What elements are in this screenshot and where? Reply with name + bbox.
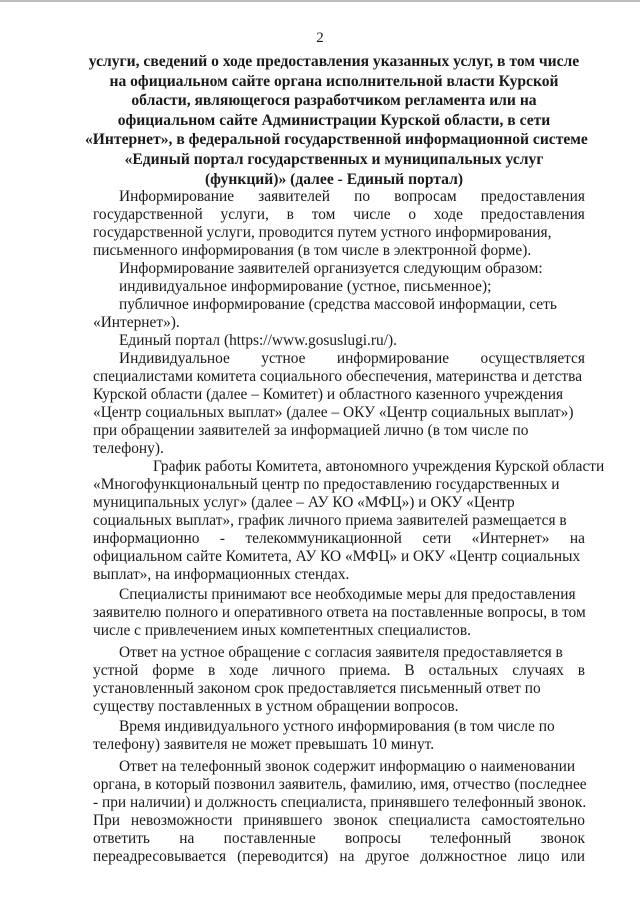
word: ответить	[93, 830, 150, 847]
word: государственной	[93, 206, 203, 223]
text-line: Единый портал (https://www.gosuslugi.ru/).	[119, 332, 397, 349]
text-line: телефону) заявителя не может превышать 10 минут.	[93, 736, 435, 753]
word: телекоммуникационной	[245, 530, 402, 547]
word: должностное	[420, 848, 507, 865]
text-line	[93, 530, 585, 548]
text-line	[119, 350, 585, 368]
text-line: органа, в который позвонил заявитель, фамилию, имя, отчество (последнее	[93, 776, 587, 793]
text-line: - при наличии) и должность специалиста, принявшего телефонный звонок.	[93, 794, 587, 811]
word: вопросы	[344, 830, 402, 847]
text-line: «Интернет»).	[93, 314, 180, 331]
text-line: при обращении заявителей за информацией лично (в том числе по	[93, 422, 529, 439]
word: в	[207, 662, 216, 679]
word: самостоятельно	[481, 812, 585, 829]
heading-line: услуги, сведений о ходе предоставления указанных услуг, в том числе	[88, 53, 580, 70]
page-number: 2	[316, 30, 324, 46]
word: -	[219, 530, 225, 547]
word: приема.	[339, 662, 391, 679]
word: заявителей	[258, 188, 330, 205]
text-line: муниципальных услуг» (далее – АУ КО «МФЦ») и ОКУ «Центр	[93, 494, 515, 511]
text-line	[93, 830, 585, 848]
text-line: заявителю полного и оперативного ответа на поставленные вопросы, в том	[93, 604, 586, 621]
word: При	[93, 812, 121, 829]
word: сети	[422, 530, 452, 547]
text-line: Курской области (далее – Комитет) и областного казенного учреждения	[93, 386, 564, 403]
text-line: Специалисты принимают все необходимые меры для предоставления	[119, 586, 576, 603]
word: по	[354, 188, 371, 205]
word: осуществляется	[480, 350, 585, 367]
word: «Интернет»	[471, 530, 550, 547]
text-line: «Центр социальных выплат» (далее – ОКУ «Центр социальных выплат»)	[93, 404, 574, 421]
text-line: Ответ на телефонный звонок содержит информацию о наименовании	[119, 758, 576, 775]
word: ходе	[229, 662, 259, 679]
word: лицо	[517, 848, 550, 865]
heading-line: на официальном сайте органа исполнительной власти Курской	[109, 72, 559, 90]
word: предоставления	[480, 206, 585, 223]
word: на	[339, 848, 355, 865]
word: о	[408, 206, 417, 223]
text-line: письменного информирования (в том числе в электронной форме).	[93, 242, 532, 259]
text-line	[93, 662, 585, 680]
text-line: социальных выплат», график личного приема заявителей размещается в	[93, 512, 567, 529]
word: остальных	[428, 662, 499, 679]
word: услуги,	[220, 206, 269, 223]
heading-line: области, являющегося разработчиком регламента или на	[131, 92, 537, 110]
heading-line: «Единый портал государственных и муниципальных услуг	[124, 150, 544, 168]
text-line: специалистами комитета социального обеспечения, материнства и детства	[93, 368, 583, 385]
text-line: установленный законом срок предоставляется письменный ответ по	[93, 680, 541, 697]
word: в	[577, 662, 585, 679]
text-line: График работы Комитета, автономного учреждения Курской области	[153, 458, 605, 475]
word: поставленные	[223, 830, 316, 847]
word: в	[286, 206, 294, 223]
word: телефонный	[430, 830, 512, 847]
text-line: Время индивидуального устного информирования (в том числе по	[119, 718, 555, 735]
text-line: выплат», на информационных стендах.	[93, 566, 350, 583]
word: ходе	[433, 206, 463, 223]
text-line: индивидуальное информирование (устное, письменное);	[119, 278, 492, 295]
heading-line: «Интернет», в федеральной государственной информационной системе	[85, 131, 588, 149]
word: устное	[261, 350, 306, 367]
word: личного	[272, 662, 326, 679]
word: предоставления	[480, 188, 585, 205]
word: принявшего	[243, 812, 323, 829]
text-line: телефону).	[93, 440, 164, 457]
text-line: Ответ на устное обращение с согласия заявителя предоставляется в	[119, 644, 563, 661]
word: устной	[93, 662, 139, 679]
word: вопросам	[394, 188, 457, 205]
text-line	[93, 812, 585, 830]
word: звонок	[540, 830, 585, 847]
word: на	[569, 530, 585, 547]
word: или	[560, 848, 585, 865]
word: звонок	[333, 812, 378, 829]
word: В	[404, 662, 415, 679]
word: информирование	[336, 350, 450, 367]
scan-top-edge	[0, 0, 640, 2]
text-line: Информирование заявителей организуется следующим образом:	[119, 260, 543, 277]
word: невозможности	[130, 812, 233, 829]
word: Индивидуальное	[119, 350, 230, 367]
word: на	[179, 830, 195, 847]
word: информационно	[93, 530, 200, 547]
text-line: существу поставленных в устном обращении вопросов.	[93, 698, 459, 715]
word: (переводится)	[237, 848, 329, 865]
text-line: числе с привлечением иных компетентных специалистов.	[93, 622, 471, 639]
word: том	[311, 206, 336, 223]
text-line	[93, 848, 585, 866]
text-line: официальном сайте Комитета, АУ КО «МФЦ» и ОКУ «Центр социальных	[93, 548, 581, 565]
text-line: государственной услуги, проводится путем устного информирования,	[93, 224, 552, 241]
text-line	[119, 188, 585, 206]
word: форме	[152, 662, 195, 679]
text-line: «Многофункциональный центр по предоставлению государственных и	[93, 476, 560, 493]
word: другое	[365, 848, 410, 865]
word: числе	[353, 206, 391, 223]
section-heading	[85, 52, 588, 189]
text-line	[93, 206, 585, 224]
word: Информирование	[119, 188, 235, 205]
heading-line: (функций)» (далее - Единый портал)	[204, 170, 464, 188]
word: переадресовывается	[93, 848, 227, 865]
heading-line: официальном сайте Администрации Курской области, в сети	[117, 111, 551, 129]
word: специалиста	[388, 812, 471, 829]
word: случаях	[512, 662, 564, 679]
text-line: публичное информирование (средства массовой информации, сеть	[119, 296, 557, 313]
